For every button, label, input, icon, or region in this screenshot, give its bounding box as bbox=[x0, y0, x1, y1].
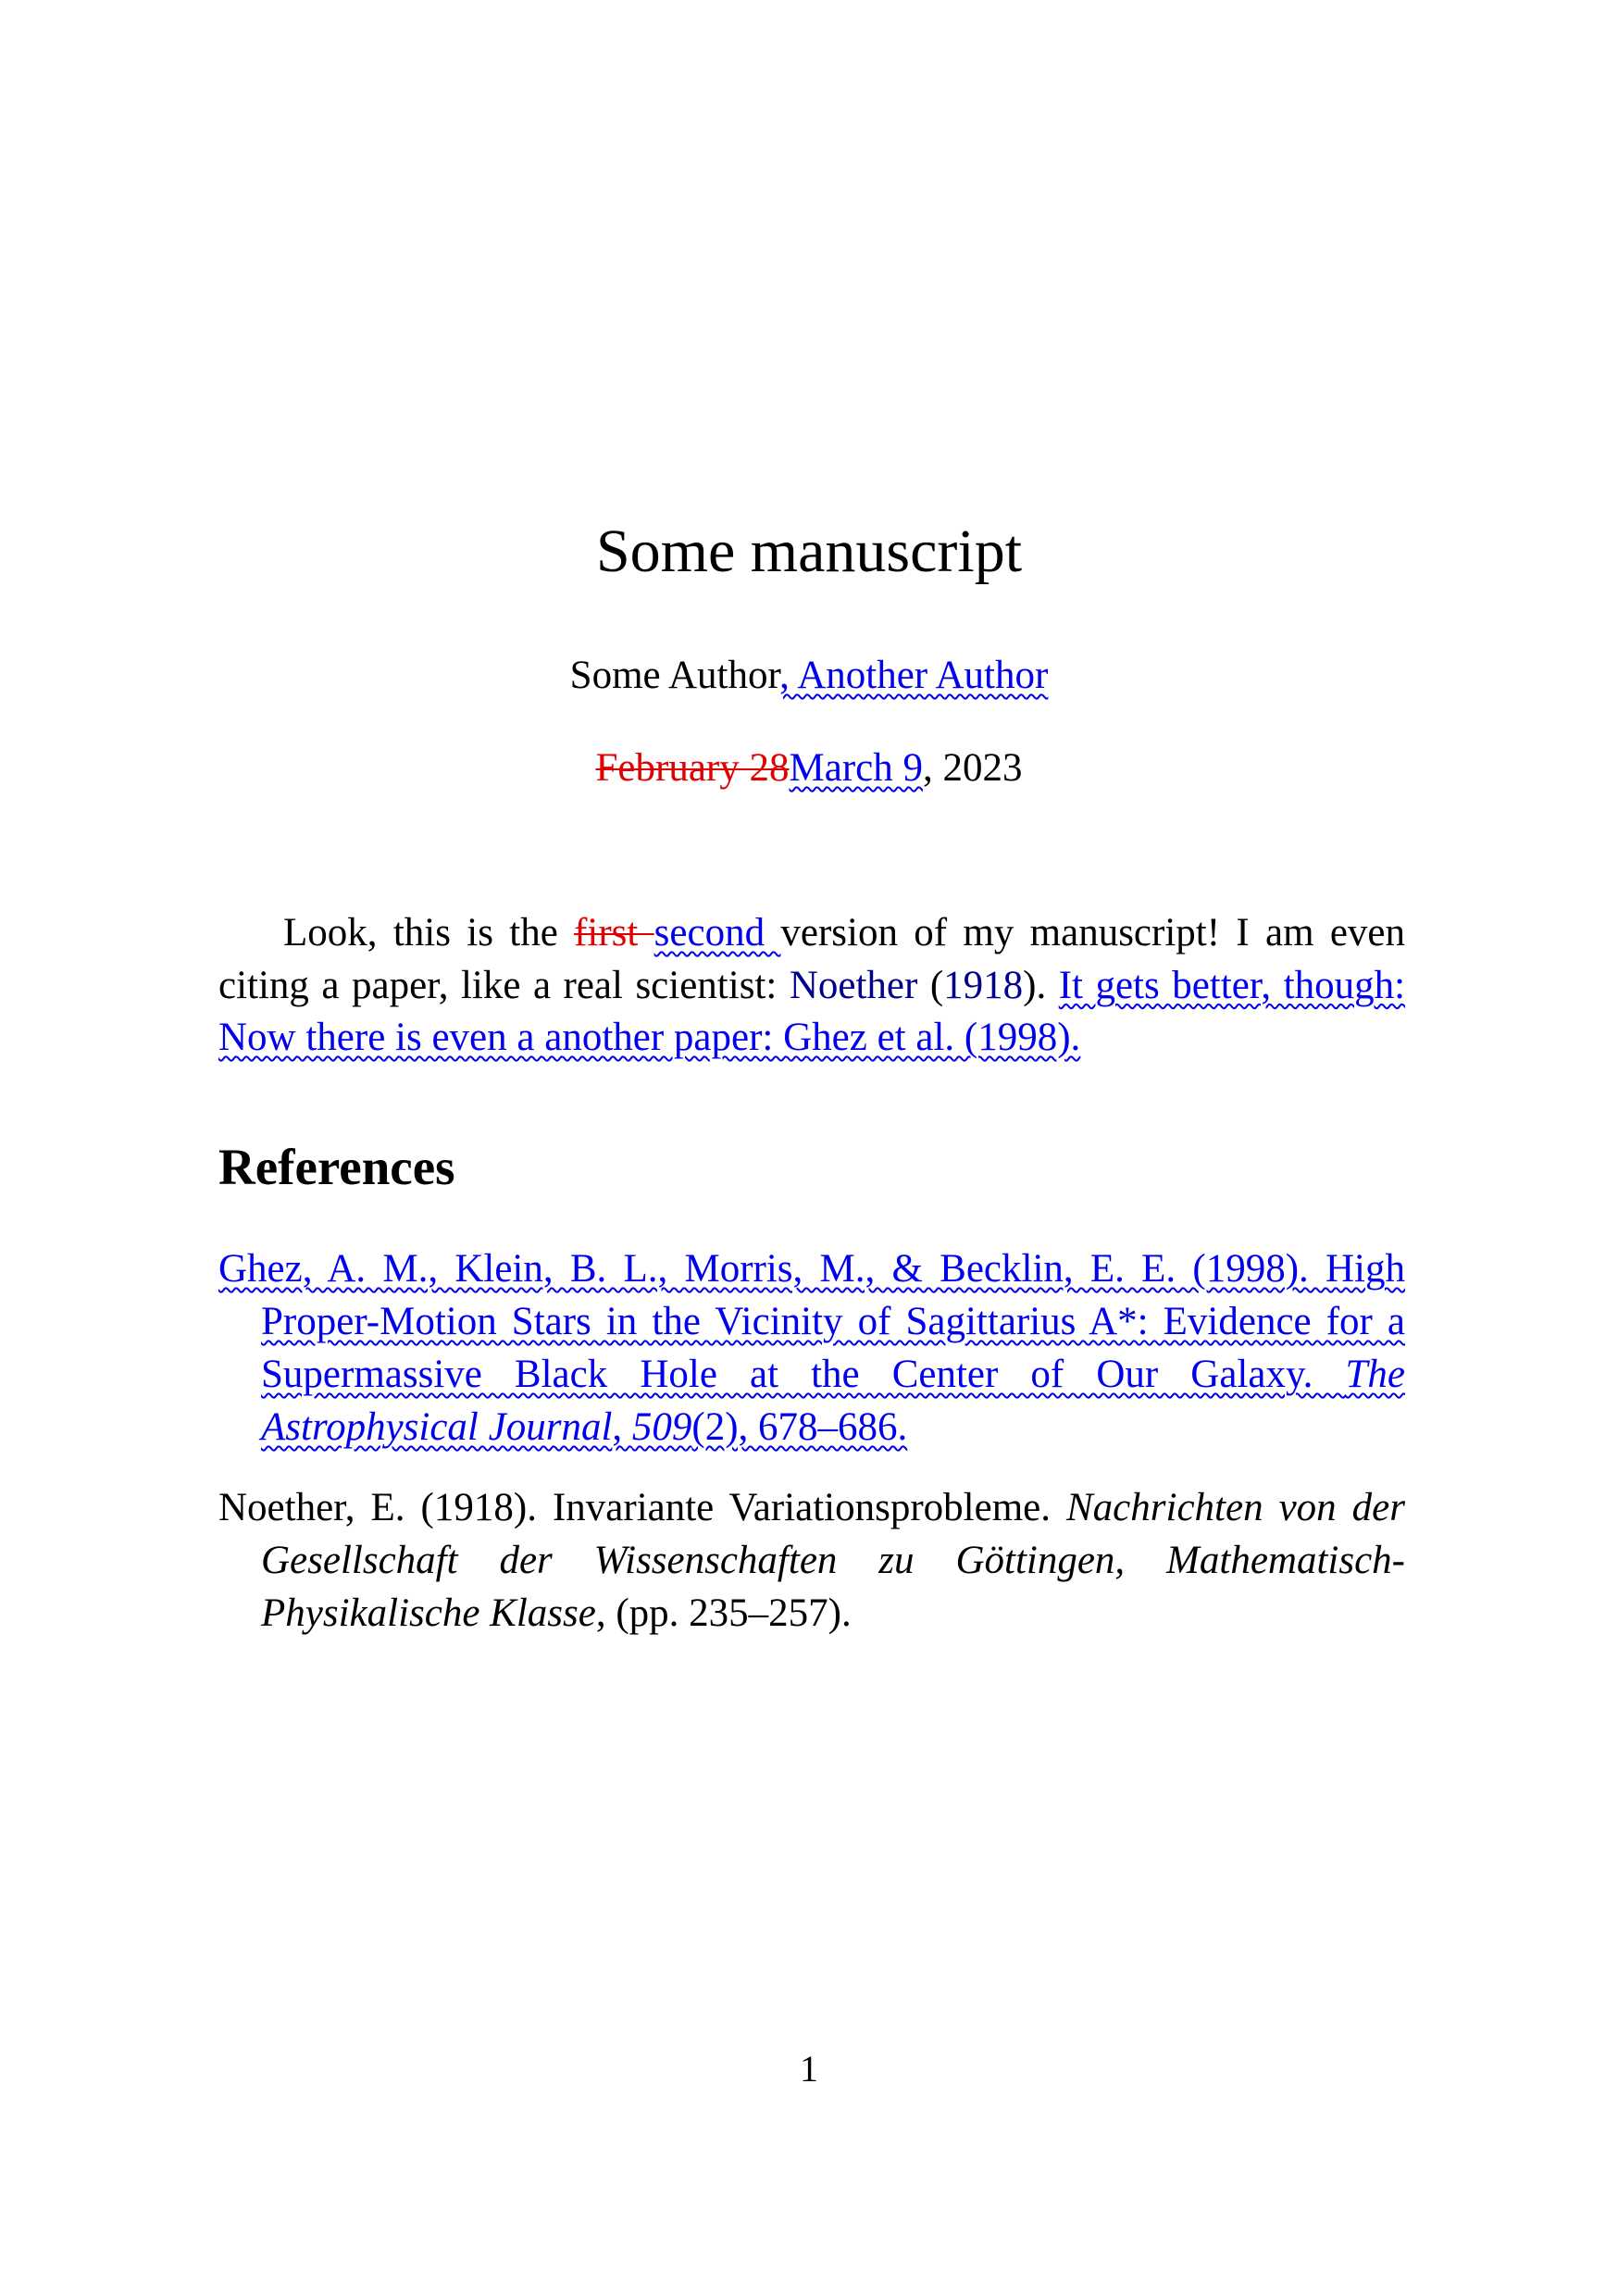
citation-paren-close: ). bbox=[1023, 963, 1047, 1007]
inserted-word: second bbox=[653, 911, 781, 955]
author-original: Some Author bbox=[569, 654, 780, 697]
author-inserted: , Another Author bbox=[779, 654, 1049, 697]
citation-link-name[interactable]: Noether bbox=[789, 963, 918, 1007]
deleted-word: first bbox=[574, 911, 654, 955]
reference-ghez-journal: The Astrophysical Journal bbox=[261, 1353, 1405, 1449]
references-heading: References bbox=[218, 1139, 455, 1195]
date-line bbox=[0, 742, 1618, 794]
reference-ghez-main: Ghez, A. M., Klein, B. L., Morris, M., & Becklin, E. E. (1998). High Proper-Motion Stars in the Vicinity of Sagittarius A*: Evidence for a Supermassive Black Hole at the Center of Our Galaxy. bbox=[218, 1247, 1405, 1396]
page-number: 1 bbox=[800, 2048, 818, 2090]
reference-noether-tail: , (pp. 235–257). bbox=[595, 1591, 852, 1635]
date-year: , 2023 bbox=[922, 746, 1023, 790]
reference-entry-noether bbox=[218, 1481, 1405, 1640]
document-title: Some manuscript bbox=[595, 518, 1023, 585]
citation-link-year[interactable]: 1918 bbox=[943, 963, 1024, 1007]
body-paragraph bbox=[218, 907, 1405, 1065]
date-inserted: March 9 bbox=[789, 746, 923, 790]
body-space bbox=[1046, 964, 1059, 1007]
author-line bbox=[0, 650, 1618, 702]
date-deleted: February 28 bbox=[595, 746, 790, 790]
body-text-part2: version of my manuscript! I am even citing a paper, like a real scientist: bbox=[218, 911, 1405, 1007]
body-text-part1: Look, this is the bbox=[283, 911, 575, 955]
reference-entry-ghez bbox=[218, 1242, 1405, 1454]
reference-ghez-tail: (2), 678–686. bbox=[691, 1405, 908, 1449]
citation-paren-open: ( bbox=[917, 963, 944, 1007]
reference-noether-main: Noether, E. (1918). Invariante Variationsprobleme. bbox=[218, 1486, 1066, 1529]
reference-noether-journal: Nachrichten von der Gesellschaft der Wissenschaften zu Göttingen, Mathematisch-Physikalische Klasse bbox=[261, 1486, 1405, 1635]
reference-ghez-sep: , bbox=[612, 1405, 632, 1449]
inserted-sentence: It gets better, though: Now there is even a another paper: Ghez et al. (1998). bbox=[218, 963, 1406, 1059]
reference-ghez-volume: 509 bbox=[631, 1405, 692, 1449]
